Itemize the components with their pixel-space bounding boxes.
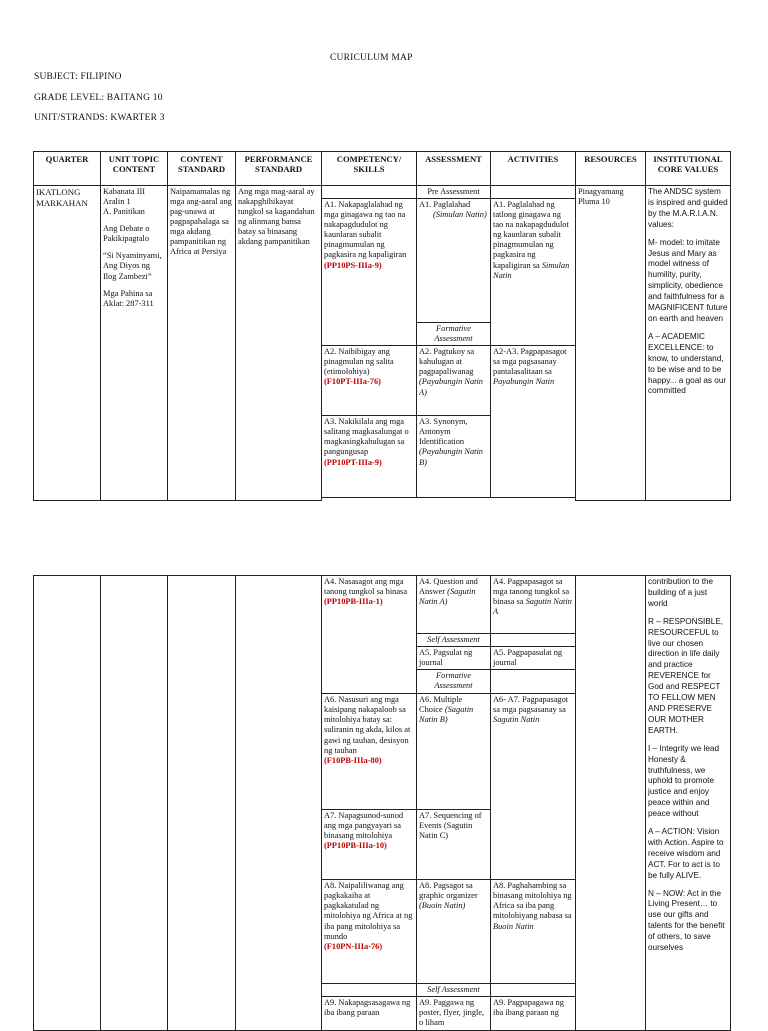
table-bottom-filler — [322, 498, 576, 501]
competency-code: (F10PT-IIIa-76) — [324, 377, 381, 387]
core-values-cell — [646, 576, 731, 1031]
unit-topic-cell-empty — [101, 576, 168, 1031]
subject-line: SUBJECT: FILIPINO — [34, 72, 122, 82]
competency-code: (PP10PB-IIIa-10) — [324, 841, 387, 851]
self-assessment-label: Self Assessment — [417, 984, 491, 997]
col-header-performance-standard: PERFORMANCE STANDARD — [236, 152, 322, 186]
col-header-core-values: INSTITUTIONAL CORE VALUES — [646, 152, 731, 186]
value-paragraph: The ANDSC system is inspired and guided by the M.A.R.I.A.N. values: — [648, 187, 728, 229]
activity-a8: A8. Paghahambing sa binasang mitolohiya ng Africa sa iba pang mitolohiyang nabasa sa Buoin Natin — [491, 880, 576, 984]
competency-code: (PP10PB-IIIa-1) — [324, 597, 383, 607]
grade-level-line: GRADE LEVEL: BAITANG 10 — [34, 93, 163, 103]
core-values-cell — [646, 186, 731, 501]
activities-empty-cell — [491, 984, 576, 997]
col-header-content-standard: CONTENT STANDARD — [168, 152, 236, 186]
col-header-activities: ACTIVITIES — [491, 152, 576, 186]
unit-line: Kabanata III Aralin 1 A. Panitikan — [103, 187, 146, 217]
value-paragraph: A – ACTION: Vision with Action. Aspire to receive wisdom and ACT. For to act is to be fully ALIVE. — [648, 827, 724, 880]
activity-a4: A4. Pagpapasagot sa mga tanong tungkol sa binasa sa Sagutin Natin A — [491, 576, 576, 634]
resources-cell: Pinagyamang Pluma 10 — [576, 186, 646, 501]
col-header-unit-topic: UNIT TOPIC CONTENT — [101, 152, 168, 186]
competency-a2: A2. Naibibigay ang pinagmulan ng salita (etimolohiya) (F10PT-IIIa-76) — [322, 346, 417, 416]
activity-a6-a7: A6- A7. Pagpapasagot sa mga pagsasanay sa Sagutin Natin — [491, 694, 576, 880]
unit-strands-line: UNIT/STRANDS: KWARTER 3 — [34, 113, 165, 123]
assessment-a7: A7. Sequencing of Events (Sagutin Natin C) — [417, 810, 491, 880]
value-paragraph: M- model: to imitate Jesus and Mary as model witness of humility, purity, simplicity, obedience and faithfulness for a MAGNIFICENT future on earth and heaven — [648, 237, 728, 323]
competency-code: (PP10PT-IIIa-9) — [324, 457, 382, 467]
assessment-a5: A5. Pagsulat ng journal — [417, 647, 491, 670]
assessment-a3: A3. Synonym, Antonym Identification (Payabungin Natin B) — [417, 416, 491, 498]
col-header-assessment: ASSESSMENT — [417, 152, 491, 186]
performance-standard-cell-empty — [236, 576, 322, 1031]
competency-a3: A3. Nakikilala ang mga salitang magkasalungat o magkasingkahulugan sa pangungusap (PP10PT-IIIa-9) — [322, 416, 417, 498]
competency-empty-cell — [322, 186, 417, 199]
formative-assessment-label: Formative Assessment — [417, 323, 491, 346]
competency-empty-cell — [322, 984, 417, 997]
value-paragraph: A – ACADEMIC EXCELLENCE: to know, to understand, to be wise and to be happy... a goal as our committed — [648, 331, 727, 396]
assessment-a8: A8. Pagsagot sa graphic organizer (Buoin Natin) — [417, 880, 491, 984]
curriculum-table-page2 — [33, 575, 731, 1031]
competency-code: (F10PB-IIIa-80) — [324, 755, 382, 765]
assessment-a6: A6. Multiple Choice (Sagutin Natin B) — [417, 694, 491, 810]
value-paragraph: contribution to the building of a just world — [648, 577, 714, 608]
col-header-quarter: QUARTER — [34, 152, 101, 186]
competency-a6: A6. Nasusuri ang mga kaisipang nakapaloob sa mitolohiya batay sa: suliranin ng akda, kilos at gawi ng tauhan, desisyon ng tauhan (F10PB-IIIa-80) — [322, 694, 417, 810]
quarter-cell-empty — [34, 576, 101, 1031]
curriculum-table-page1 — [33, 151, 731, 501]
activity-a5: A5. Pagpapasulat ng journal — [491, 647, 576, 670]
assessment-a9: A9. Paggawa ng poster, flyer, jingle, o liham — [417, 997, 491, 1030]
competency-a7: A7. Napagsunod-sunod ang mga pangyayari sa binasang mitolohiya (PP10PB-IIIa-10) — [322, 810, 417, 880]
performance-standard-cell: Ang mga mag-aaral ay nakapghihikayat tungkol sa kagandahan ng alinmang bansa batay sa binasang akdang pampanitikan — [236, 186, 322, 501]
value-paragraph: R – RESPONSIBLE, RESOURCEFUL to live our chosen direction in life daily and practice REVERENCE for God and RESPECT TO FELLOW MEN AND PRESERVE OUR MOTHER EARTH. — [648, 616, 724, 735]
value-paragraph: I – Integrity we lead Honesty & truthfulness, we uphold to promote justice and enjoy peace within and peace without — [648, 743, 719, 819]
content-standard-cell-empty — [168, 576, 236, 1031]
content-standard-cell: Naipamamalas ng mga ang-aaral ang pag-unawa at pagpapahalaga sa mga akdang pampanitikan ng Africa at Persiya — [168, 186, 236, 501]
assessment-a2: A2. Pagtukoy sa kahulugan at pagpapaliwanag (Payabungin Natin A) — [417, 346, 491, 416]
col-header-resources: RESOURCES — [576, 152, 646, 186]
quarter-cell: IKATLONG MARKAHAN — [34, 186, 101, 501]
activities-empty-cell — [491, 634, 576, 647]
competency-a9: A9. Nakapagsasagawa ng iba ibang paraan — [322, 997, 417, 1030]
formative-assessment-label: Formative Assessment — [417, 670, 491, 694]
competency-a4: A4. Nasasagot ang mga tanong tungkol sa binasa (PP10PB-IIIa-1) — [322, 576, 417, 694]
competency-a8: A8. Naipaliliwanag ang pagkakaiba at pagkakatulad ng mitolohiya ng Africa at ng iba pang mitolohiya sa mundo (F10PN-IIIa-76) — [322, 880, 417, 984]
activity-a1: A1. Paglalahad ng tatlong ginagawa ng tao na nakapagdudulot ng kaunlaran subalit pinagmumulan ng pagkasira ng kapaligiran sa Simulan Natin — [491, 199, 576, 346]
competency-a1: A1. Nakapaglalahad ng mga ginagawa ng tao na nakapagdudulot ng kaunlaran subalit pinagmumulan ng pagkasira ng kapaligiran (PP10PS-IIIa-9) — [322, 199, 417, 346]
unit-topic-cell — [101, 186, 168, 501]
activity-a9: A9. Pagpapagawa ng iba ibang paraan ng — [491, 997, 576, 1030]
value-paragraph: N – NOW: Act in the Living Present… to use our gifts and talents for the benefit of others, to save ourselves — [648, 888, 725, 953]
unit-line: Ang Debate o Pakikipagtalo — [103, 224, 150, 244]
assessment-a1: A1. Paglalahad (Simulan Natin) — [417, 199, 491, 323]
assessment-a4: A4. Question and Answer (Sagutin Natin A) — [417, 576, 491, 634]
activity-a2-a3: A2-A3. Pagpapasagot sa mga pagsasanay pantalasalitaan sa Payabungin Natin — [491, 346, 576, 498]
resources-cell-empty — [576, 576, 646, 1031]
pre-assessment-label: Pre Assessment — [417, 186, 491, 199]
col-header-competency: COMPETENCY/ SKILLS — [322, 152, 417, 186]
competency-code: (PP10PS-IIIa-9) — [324, 260, 382, 270]
activities-empty-cell — [491, 186, 576, 199]
competency-code: (F10PN-IIIa-76) — [324, 941, 383, 951]
unit-line: “Si Nyaminyami, Ang Diyos ng Ilog Zambezi” — [103, 251, 162, 281]
activities-empty-cell — [491, 670, 576, 694]
unit-line: Mga Pahina sa Aklat: 287-311 — [103, 288, 154, 308]
page-title: CURICULUM MAP — [330, 53, 413, 63]
self-assessment-label: Self Assessment — [417, 634, 491, 647]
